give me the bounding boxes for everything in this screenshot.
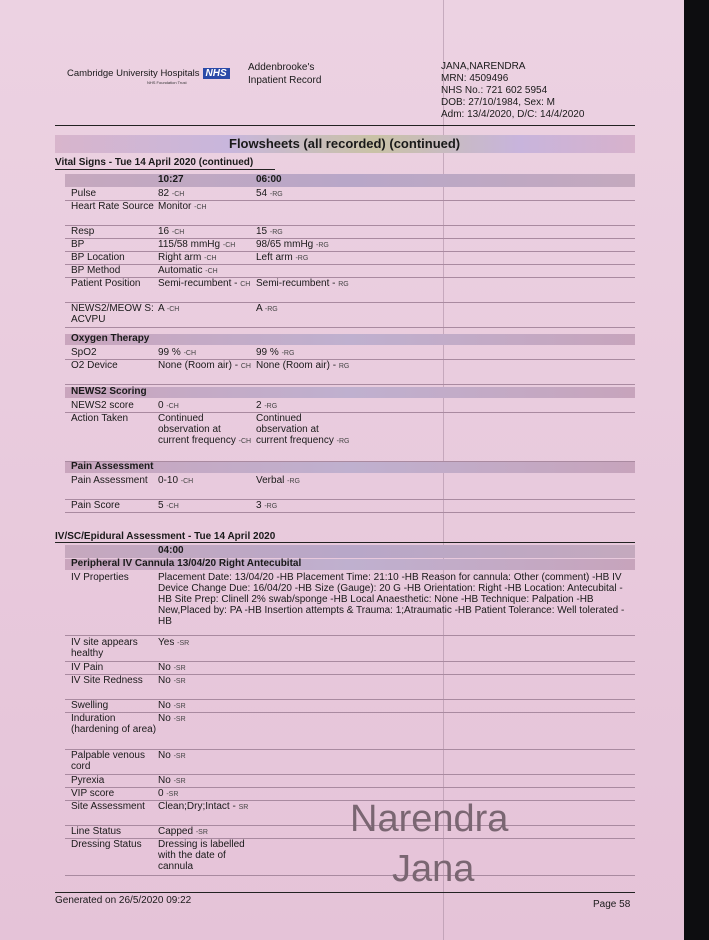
cell-col1-signature: -CH — [166, 503, 179, 510]
page-header — [0, 0, 684, 130]
cell-col1 — [158, 278, 252, 290]
patient-nhs-no: NHS No.: 721 602 5954 — [441, 85, 548, 96]
cell-col2-signature: -RG — [269, 229, 283, 236]
cell-col1 — [158, 637, 252, 649]
cell-col2 — [256, 303, 351, 315]
row-label: IV site appears healthy — [71, 637, 138, 659]
cell-col2 — [256, 252, 351, 264]
table-row — [65, 265, 635, 278]
table-row — [65, 700, 635, 713]
cell-col1-value: 82 — [158, 188, 170, 199]
cell-col1-value: Continued observation at current frequency — [158, 413, 236, 446]
table-row — [65, 201, 635, 226]
cell-col1 — [158, 788, 252, 800]
cell-col1 — [158, 475, 252, 487]
patient-mrn: MRN: 4509496 — [441, 73, 509, 84]
vitals-column-header — [65, 174, 635, 187]
table-row — [65, 226, 635, 239]
cell-col1-value: Yes — [158, 637, 175, 648]
cell-col2-value: Continued observation at current frequency — [256, 413, 334, 446]
scan-edge — [684, 0, 709, 940]
cell-col1-value: Automatic — [158, 265, 203, 276]
cell-col1-value: No — [158, 700, 171, 711]
cell-col2 — [256, 239, 351, 251]
cell-col1 — [158, 239, 252, 251]
cell-col1-signature: -CH — [166, 403, 179, 410]
cell-col2-value: Verbal — [256, 475, 285, 486]
row-label: IV Site Redness — [71, 675, 143, 686]
cell-col2-value: Left arm — [256, 252, 293, 263]
cell-col1-signature: -SR — [177, 640, 190, 647]
row-label: BP Location — [71, 252, 125, 263]
footer-divider — [55, 892, 635, 893]
oxygen-group-header — [65, 334, 635, 345]
row-label: Palpable venous cord — [71, 750, 145, 772]
cell-col1-value: No — [158, 662, 171, 673]
table-row — [65, 750, 635, 775]
cell-col1-value: No — [158, 675, 171, 686]
cell-col1-signature: -SR — [166, 791, 179, 798]
name-stamp-line2: Jana — [392, 848, 475, 890]
vitals-title: Vital Signs - Tue 14 April 2020 (continued) — [55, 157, 254, 168]
row-label: Dressing Status — [71, 839, 142, 850]
cell-col2-signature: -RG — [264, 306, 278, 313]
table-row — [65, 500, 635, 513]
cell-col1-signature: -SR — [173, 678, 186, 685]
cell-col1-value: Semi-recumbent - — [158, 278, 238, 289]
hospital-line1: Addenbrooke's — [248, 62, 315, 73]
hospital-logo — [67, 68, 230, 85]
cell-col1-value: Monitor — [158, 201, 192, 212]
cell-col2 — [256, 413, 351, 447]
cell-col1 — [158, 347, 252, 359]
vitals-table — [65, 188, 635, 328]
pain-title: Pain Assessment — [71, 461, 154, 472]
cell-col1-signature: -CH — [238, 438, 252, 445]
row-label: SpO2 — [71, 347, 97, 358]
cell-col1-value: 0 — [158, 400, 164, 411]
oxygen-table — [65, 347, 635, 385]
cell-col2-value: 99 % — [256, 347, 279, 358]
col-time-1: 10:27 — [158, 174, 184, 185]
cell-col2 — [256, 360, 351, 372]
col-time-2: 06:00 — [256, 174, 282, 185]
cell-col1-value: Clean;Dry;Intact - — [158, 801, 236, 812]
cell-col2-value: 15 — [256, 226, 268, 237]
cell-col1 — [158, 188, 252, 200]
row-label: Patient Position — [71, 278, 141, 289]
cell-col1-signature: -SR — [173, 716, 186, 723]
cell-col1-signature: -SR — [195, 829, 208, 836]
cell-col1-signature: -CH — [204, 255, 217, 262]
cell-col1 — [158, 713, 252, 725]
cell-col1-signature: -CH — [171, 191, 185, 198]
oxygen-title: Oxygen Therapy — [71, 333, 150, 344]
cell-col1-value: No — [158, 713, 171, 724]
row-label: Pain Assessment — [71, 475, 148, 486]
row-label: NEWS2 score — [71, 400, 134, 411]
news-title: NEWS2 Scoring — [71, 386, 147, 397]
row-label: Pyrexia — [71, 775, 105, 786]
patient-dob: DOB: 27/10/1984, Sex: M — [441, 97, 555, 108]
cell-col1 — [158, 265, 252, 277]
banner-title: Flowsheets (all recorded) (continued) — [229, 136, 461, 151]
iv-properties — [65, 572, 635, 636]
cell-col2-value: 2 — [256, 400, 262, 411]
cell-col1-signature: -SR — [173, 753, 186, 760]
iv-group-title: Peripheral IV Cannula 13/04/20 Right Antecubital — [71, 558, 302, 569]
cell-col2 — [256, 188, 351, 200]
row-label: Induration (hardening of area) — [71, 713, 157, 735]
row-label: O2 Device — [71, 360, 118, 371]
cell-col1 — [158, 801, 252, 813]
table-row — [65, 775, 635, 788]
table-row — [65, 252, 635, 265]
cell-col1-value: 0-10 — [158, 475, 179, 486]
cell-col1-value: 5 — [158, 500, 164, 511]
table-row — [65, 239, 635, 252]
trust-name: NHS Foundation Trust — [147, 80, 187, 85]
hospital-line2: Inpatient Record — [248, 75, 322, 86]
cell-col2-signature: -RG — [336, 438, 350, 445]
cell-col1-value: 99 % — [158, 347, 181, 358]
cell-col1-signature: -CH — [222, 242, 236, 249]
pain-group-header — [65, 462, 635, 473]
news-table — [65, 400, 635, 462]
table-row — [65, 475, 635, 500]
name-stamp-line1: Narendra — [350, 798, 509, 840]
table-row — [65, 713, 635, 750]
cell-col1 — [158, 500, 252, 512]
cell-col2-signature: RG — [338, 281, 349, 288]
cell-col1 — [158, 201, 252, 213]
cell-col2-signature: -RG — [264, 503, 278, 510]
cell-col2 — [256, 475, 351, 487]
row-label: BP Method — [71, 265, 121, 276]
cell-col2-signature: -RG — [281, 350, 295, 357]
cell-col1-value: Dressing is labelled with the date of cannula — [158, 839, 245, 872]
cell-col2-value: 98/65 mmHg — [256, 239, 314, 250]
row-label: Site Assessment — [71, 801, 145, 812]
cell-col1 — [158, 413, 252, 447]
cell-col2-value: None (Room air) - — [256, 360, 337, 371]
cell-col1-signature: -SR — [173, 665, 186, 672]
table-row — [65, 662, 635, 675]
cell-col2-signature: -RG — [316, 242, 329, 249]
cell-col2-signature: -RG — [269, 191, 283, 198]
cell-col1 — [158, 226, 252, 238]
table-row — [65, 347, 635, 360]
iv-title-underline — [55, 542, 635, 543]
cell-col1-signature: -CH — [171, 229, 185, 236]
cell-col1-signature: -CH — [166, 306, 180, 313]
cell-col1-value: 16 — [158, 226, 170, 237]
iv-column-header — [65, 545, 635, 558]
row-label: Swelling — [71, 700, 109, 711]
cell-col2-signature: -RG — [287, 478, 300, 485]
cell-col2-value: 54 — [256, 188, 268, 199]
cell-col1 — [158, 839, 252, 873]
iv-title: IV/SC/Epidural Assessment - Tue 14 April 2020 — [55, 531, 276, 542]
cell-col2 — [256, 500, 351, 512]
cell-col1-value: No — [158, 775, 171, 786]
table-row — [65, 839, 635, 876]
cell-col2-signature: -RG — [295, 255, 309, 262]
cell-col1 — [158, 775, 252, 787]
patient-block — [441, 61, 584, 121]
cell-col2-signature: -RG — [264, 403, 278, 410]
nhs-logo: NHS — [203, 68, 230, 79]
cell-col2 — [256, 278, 351, 290]
cell-col2-value: Semi-recumbent - — [256, 278, 336, 289]
row-label: Action Taken — [71, 413, 129, 424]
cell-col1 — [158, 662, 252, 674]
row-label: Pain Score — [71, 500, 120, 511]
section-banner — [55, 135, 635, 153]
footer-page: Page 58 — [593, 899, 631, 910]
cell-col1 — [158, 750, 252, 762]
cell-col2 — [256, 226, 351, 238]
cell-col1 — [158, 252, 252, 264]
row-label: Resp — [71, 226, 95, 237]
table-row — [65, 303, 635, 328]
cell-col1-signature: -CH — [194, 204, 207, 211]
cell-col1-signature: -SR — [173, 778, 186, 785]
hospital-block — [248, 61, 321, 87]
footer-generated: Generated on 26/5/2020 09:22 — [55, 895, 192, 906]
cell-col1-value: No — [158, 750, 171, 761]
table-row — [65, 572, 635, 636]
table-row — [65, 637, 635, 662]
cell-col1-value: Capped — [158, 826, 194, 837]
patient-adm: Adm: 13/4/2020, D/C: 14/4/2020 — [441, 109, 585, 120]
cell-col1-signature: CH — [240, 363, 251, 370]
cell-col2 — [256, 347, 351, 359]
cell-col1 — [158, 400, 252, 412]
patient-name: JANA,NARENDRA — [441, 61, 526, 72]
row-label: Line Status — [71, 826, 122, 837]
row-label: IV Properties — [71, 572, 129, 583]
cell-col1-signature: -CH — [183, 350, 197, 357]
iv-properties-text: Placement Date: 13/04/20 -HB Placement Time: 21:10 -HB Reason for cannula: Other (comment) -HB IV Device Change Due: 16/04/20 -HB Size (Gauge): 20 G -HB Orientation: Right -HB Location: Antecubital -HB Site Prep: Clinell 2% swab/sponge -HB Local Anaesthetic: None -HB Technique: Palpation -HB New,Placed by: PA -HB Insertion attempts & Trauma: 1;Atraumatic -HB Patient Tolerance: Well tolerated -HB — [158, 572, 625, 627]
cell-col1-signature: -CH — [180, 478, 194, 485]
cell-col1-value: 0 — [158, 788, 164, 799]
cell-col1-value: None (Room air) - — [158, 360, 239, 371]
cell-col2-value: A — [256, 303, 263, 314]
cell-col1-signature: CH — [240, 281, 251, 288]
cell-col1-value: Right arm — [158, 252, 202, 263]
vitals-title-underline — [55, 169, 275, 170]
cell-col1-value: 115/58 mmHg — [158, 239, 221, 250]
cell-col1 — [158, 303, 252, 315]
cell-col2-value: 3 — [256, 500, 262, 511]
cell-col1 — [158, 360, 252, 372]
table-row — [65, 413, 635, 462]
cell-col1 — [158, 675, 252, 687]
table-row — [65, 188, 635, 201]
hospital-name: Cambridge University Hospitals — [67, 68, 200, 79]
row-label: Pulse — [71, 188, 97, 199]
header-divider — [55, 125, 635, 126]
iv-group-header — [65, 559, 635, 570]
news-group-header — [65, 387, 635, 398]
row-label: IV Pain — [71, 662, 104, 673]
row-label: Heart Rate Source — [71, 201, 154, 212]
cell-col1-value: A — [158, 303, 165, 314]
cell-col1 — [158, 700, 252, 712]
table-row — [65, 278, 635, 303]
row-label: VIP score — [71, 788, 115, 799]
cell-col1 — [158, 826, 252, 838]
table-row — [65, 360, 635, 385]
cell-col2 — [256, 400, 351, 412]
row-label: NEWS2/MEOW S: ACVPU — [71, 303, 154, 325]
cell-col2-signature: RG — [338, 363, 350, 370]
iv-col-time: 04:00 — [158, 545, 184, 556]
row-label: BP — [71, 239, 85, 250]
pain-table — [65, 475, 635, 513]
cell-col1-signature: -CH — [205, 268, 218, 275]
cell-col1-signature: -SR — [173, 703, 186, 710]
cell-col1-signature: SR — [238, 804, 249, 811]
table-row — [65, 675, 635, 700]
table-row — [65, 400, 635, 413]
